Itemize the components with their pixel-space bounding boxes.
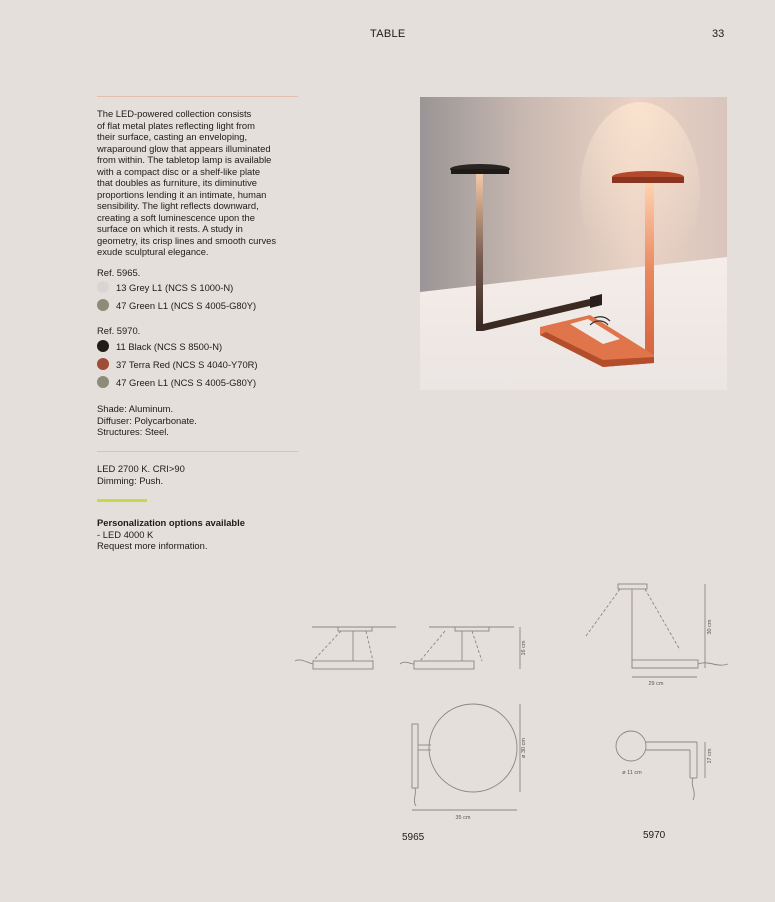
finish-label: 37 Terra Red (NCS S 4040-Y70R) <box>116 358 258 370</box>
personalization-request: Request more information. <box>97 540 208 551</box>
dim-30-dia: ø 30 cm <box>521 738 527 758</box>
dim-29: 29 cm <box>648 681 664 687</box>
dim-30: 30 cm <box>707 619 713 635</box>
intro-line: wraparound glow that appears illuminated <box>97 142 271 154</box>
intro-line: their surface, casting an enveloping, <box>97 131 248 142</box>
material-diffuser: Diffuser: Polycarbonate. <box>97 414 197 426</box>
drawing-5970-top <box>616 731 705 800</box>
model-label-5970: 5970 <box>643 830 666 841</box>
finish-label: 13 Grey L1 (NCS S 1000-N) <box>116 281 234 293</box>
intro-line: The LED-powered collection consists <box>97 108 252 119</box>
intro-line: sensibility. The light reflects downward, <box>97 200 259 211</box>
ref-5965-title: Ref. 5965. <box>97 267 141 278</box>
finish-label: 47 Green L1 (NCS S 4005-G80Y) <box>116 299 257 311</box>
material-structures: Structures: Steel. <box>97 426 169 437</box>
dim-17: 17 cm <box>707 748 713 764</box>
spec-led: LED 2700 K. CRI>90 <box>97 463 185 474</box>
finish-label: 47 Green L1 (NCS S 4005-G80Y) <box>116 376 257 388</box>
intro-line: creating a soft luminescence upon the <box>97 211 255 223</box>
material-shade: Shade: Aluminum. <box>97 403 174 414</box>
ref-5970-title: Ref. 5970. <box>97 325 141 336</box>
drawing-5965-side-b <box>400 627 520 669</box>
intro-line: of flat metal plates reflecting light from <box>97 119 255 131</box>
drawing-5965-top <box>412 704 520 810</box>
dim-35: 35 cm <box>455 815 471 821</box>
drawing-5965-side-a <box>295 627 396 669</box>
intro-line: exude sculptural elegance. <box>97 246 209 257</box>
page-number: 33 <box>712 28 725 40</box>
page-section-title: TABLE <box>370 28 406 40</box>
intro-line: that doubles as furniture, its diminutive <box>97 177 257 188</box>
dim-11-dia: ø 11 cm <box>622 770 642 776</box>
personalization-title: Personalization options available <box>97 517 245 528</box>
intro-line: from within. The tabletop lamp is available <box>97 154 272 165</box>
personalization-option: - LED 4000 K <box>97 528 154 540</box>
dim-16: 16 cm <box>521 640 527 656</box>
intro-line: with a compact disc or a shelf-like plate <box>97 165 261 177</box>
intro-line: geometry, its crisp lines and smooth curves <box>97 234 277 246</box>
finish-label: 11 Black (NCS S 8500-N) <box>116 340 223 352</box>
spec-dimming: Dimming: Push. <box>97 474 164 486</box>
model-label-5965: 5965 <box>402 832 425 843</box>
intro-line: surface on which it rests. A study in <box>97 223 243 234</box>
intro-line: proportions lending it an intimate, human <box>97 188 267 200</box>
